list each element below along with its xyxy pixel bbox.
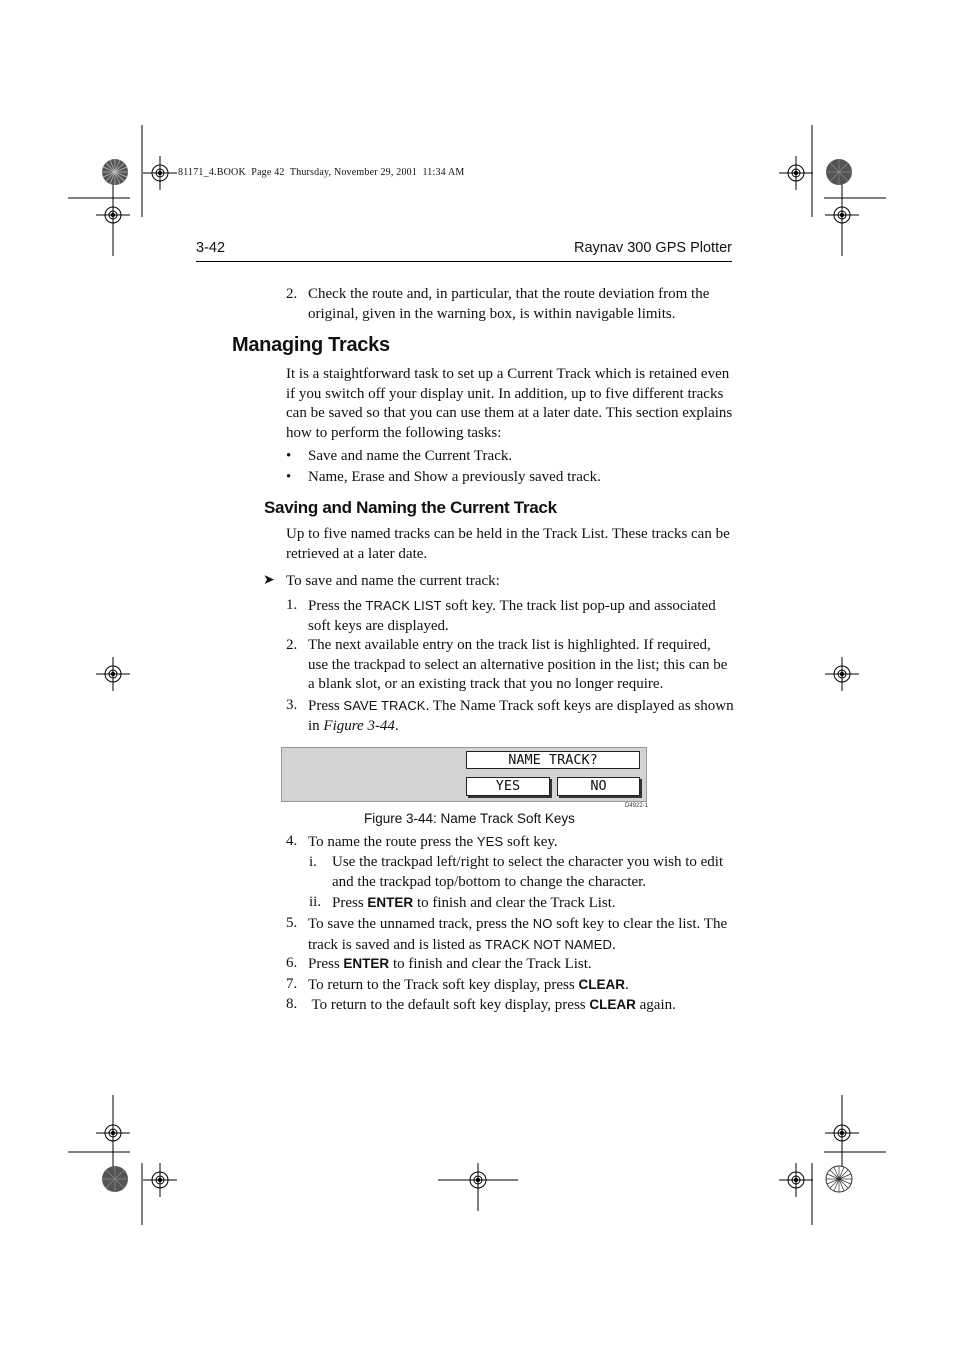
step-text: Press [332, 895, 368, 911]
registration-line [438, 1163, 518, 1211]
step-text: Press the [308, 598, 366, 614]
step-item [286, 975, 736, 996]
header-rule [196, 261, 732, 262]
bullet-text: Save and name the Current Track. [308, 448, 513, 464]
registration-target-icon [825, 1116, 859, 1150]
registration-target-icon [96, 1116, 130, 1150]
soft-key-name: TRACK LIST [365, 598, 442, 613]
step-text: To return to the default soft key display, press [308, 997, 590, 1013]
registration-target-icon [96, 657, 130, 691]
sub-step-item [309, 893, 739, 914]
step-item [286, 954, 736, 975]
paragraph-line: It is a staightforward task to set up a Current Track which is retained even [286, 366, 730, 382]
no-soft-key[interactable]: NO [557, 777, 640, 796]
yes-soft-key[interactable]: YES [466, 777, 550, 796]
soft-key-name: SAVE TRACK [343, 698, 426, 713]
step-text: To save the unnamed track, press the [308, 916, 533, 932]
step-text: To return to the Track soft key display, press [308, 977, 579, 993]
step-item [286, 832, 736, 853]
page-number: 3-42 [196, 240, 226, 256]
procedure-arrow-icon: ➤ [263, 572, 275, 588]
paragraph-line: can be saved so that you can use them at a later date. This section explains [286, 405, 733, 422]
paragraph-line: Up to five named tracks can be held in the Track List. These tracks can be [286, 526, 730, 542]
bullet-item [286, 447, 732, 467]
key-name: ENTER [343, 956, 390, 971]
step-text: again. [635, 997, 676, 1013]
bullet-icon: • [286, 469, 292, 485]
step-text: a blank slot, or an existing track that you no longer require. [308, 676, 664, 693]
procedure-intro: To save and name the current track: [286, 573, 500, 589]
sub-step-number: i. [309, 854, 317, 870]
paragraph-line: if you switch off your display unit. In addition, up to five different tracks [286, 385, 724, 402]
figure-caption: Figure 3-44: Name Track Soft Keys [364, 811, 575, 826]
step-number: 6. [286, 955, 298, 971]
step-text: to finish and clear the Track List. [413, 895, 616, 911]
sub-step-number: ii. [309, 894, 322, 910]
step-number: 7. [286, 976, 298, 992]
key-name: ENTER [367, 895, 414, 910]
step-text: To name the route press the [308, 834, 477, 850]
step-text: . [624, 977, 629, 993]
soft-key-name: NO [532, 916, 553, 931]
step-number: 4. [286, 833, 298, 849]
step-item [286, 636, 736, 695]
step-text: soft key. [503, 834, 558, 850]
soft-key-name: TRACK NOT NAMED [485, 936, 612, 952]
soft-key-name: YES [476, 834, 504, 849]
starburst-mark-icon [101, 1165, 129, 1193]
step-text: track is saved and is listed as [308, 936, 486, 953]
bullet-icon: • [286, 448, 292, 464]
paragraph-line: how to perform the following tasks: [286, 424, 502, 441]
starburst-mark-icon [101, 158, 129, 186]
step-text: Press [308, 956, 344, 972]
starburst-mark-icon [825, 1165, 853, 1193]
key-name: CLEAR [578, 977, 625, 992]
section-heading: Managing Tracks [232, 334, 390, 356]
registration-target-icon [143, 1163, 177, 1197]
step-item [286, 696, 736, 736]
step-text: in [308, 717, 324, 734]
list-item [286, 285, 732, 324]
step-text: use the trackpad to select an alternative position in the list; this can be [308, 656, 728, 673]
registration-target-icon [143, 156, 177, 190]
section-paragraph [286, 365, 736, 443]
registration-target-icon [779, 156, 813, 190]
step-item [286, 914, 736, 955]
registration-target-icon [825, 198, 859, 232]
starburst-mark-icon [825, 158, 853, 186]
step-number: 5. [286, 915, 298, 931]
step-text: . [611, 936, 616, 953]
step-text: Press [308, 698, 344, 714]
list-text: original, given in the warning box, is within navigable limits. [308, 305, 676, 322]
figure-reference: Figure 3-44 [323, 717, 395, 734]
step-number: 8. [286, 996, 298, 1012]
list-text: Check the route and, in particular, that the route deviation from the [308, 286, 710, 302]
subsection-heading: Saving and Naming the Current Track [264, 498, 557, 517]
step-item [286, 596, 736, 636]
step-number: 3. [286, 697, 298, 713]
registration-target-icon [779, 1163, 813, 1197]
name-track-prompt: NAME TRACK? [466, 751, 640, 769]
paragraph-line: retrieved at a later date. [286, 545, 428, 562]
book-info-line: 81171_4.BOOK Page 42 Thursday, November 29, 2001 11:34 AM [178, 167, 465, 178]
list-number: 2. [286, 286, 298, 302]
running-header-title: Raynav 300 GPS Plotter [574, 240, 732, 256]
step-text: soft key. The track list pop-up and associated [441, 598, 716, 614]
step-item [286, 995, 736, 1016]
registration-target-icon [825, 657, 859, 691]
step-text: . The Name Track soft keys are displayed as shown [425, 698, 734, 714]
bullet-item [286, 468, 732, 488]
sub-step-item [309, 853, 739, 892]
step-text: . [394, 717, 399, 734]
step-text: The next available entry on the track list is highlighted. If required, [308, 637, 711, 653]
figure-code: D4922-1 [625, 803, 649, 809]
step-text: Use the trackpad left/right to select the character you wish to edit [332, 854, 724, 870]
bullet-text: Name, Erase and Show a previously saved track. [308, 469, 601, 485]
step-text: soft keys are displayed. [308, 617, 449, 634]
step-text: and the trackpad top/bottom to change the character. [332, 873, 647, 890]
subsection-paragraph [286, 525, 736, 564]
step-number: 1. [286, 597, 298, 613]
registration-target-icon [96, 198, 130, 232]
step-text: to finish and clear the Track List. [389, 956, 592, 972]
step-text: soft key to clear the list. The [552, 916, 728, 932]
key-name: CLEAR [589, 997, 636, 1012]
step-number: 2. [286, 637, 298, 653]
